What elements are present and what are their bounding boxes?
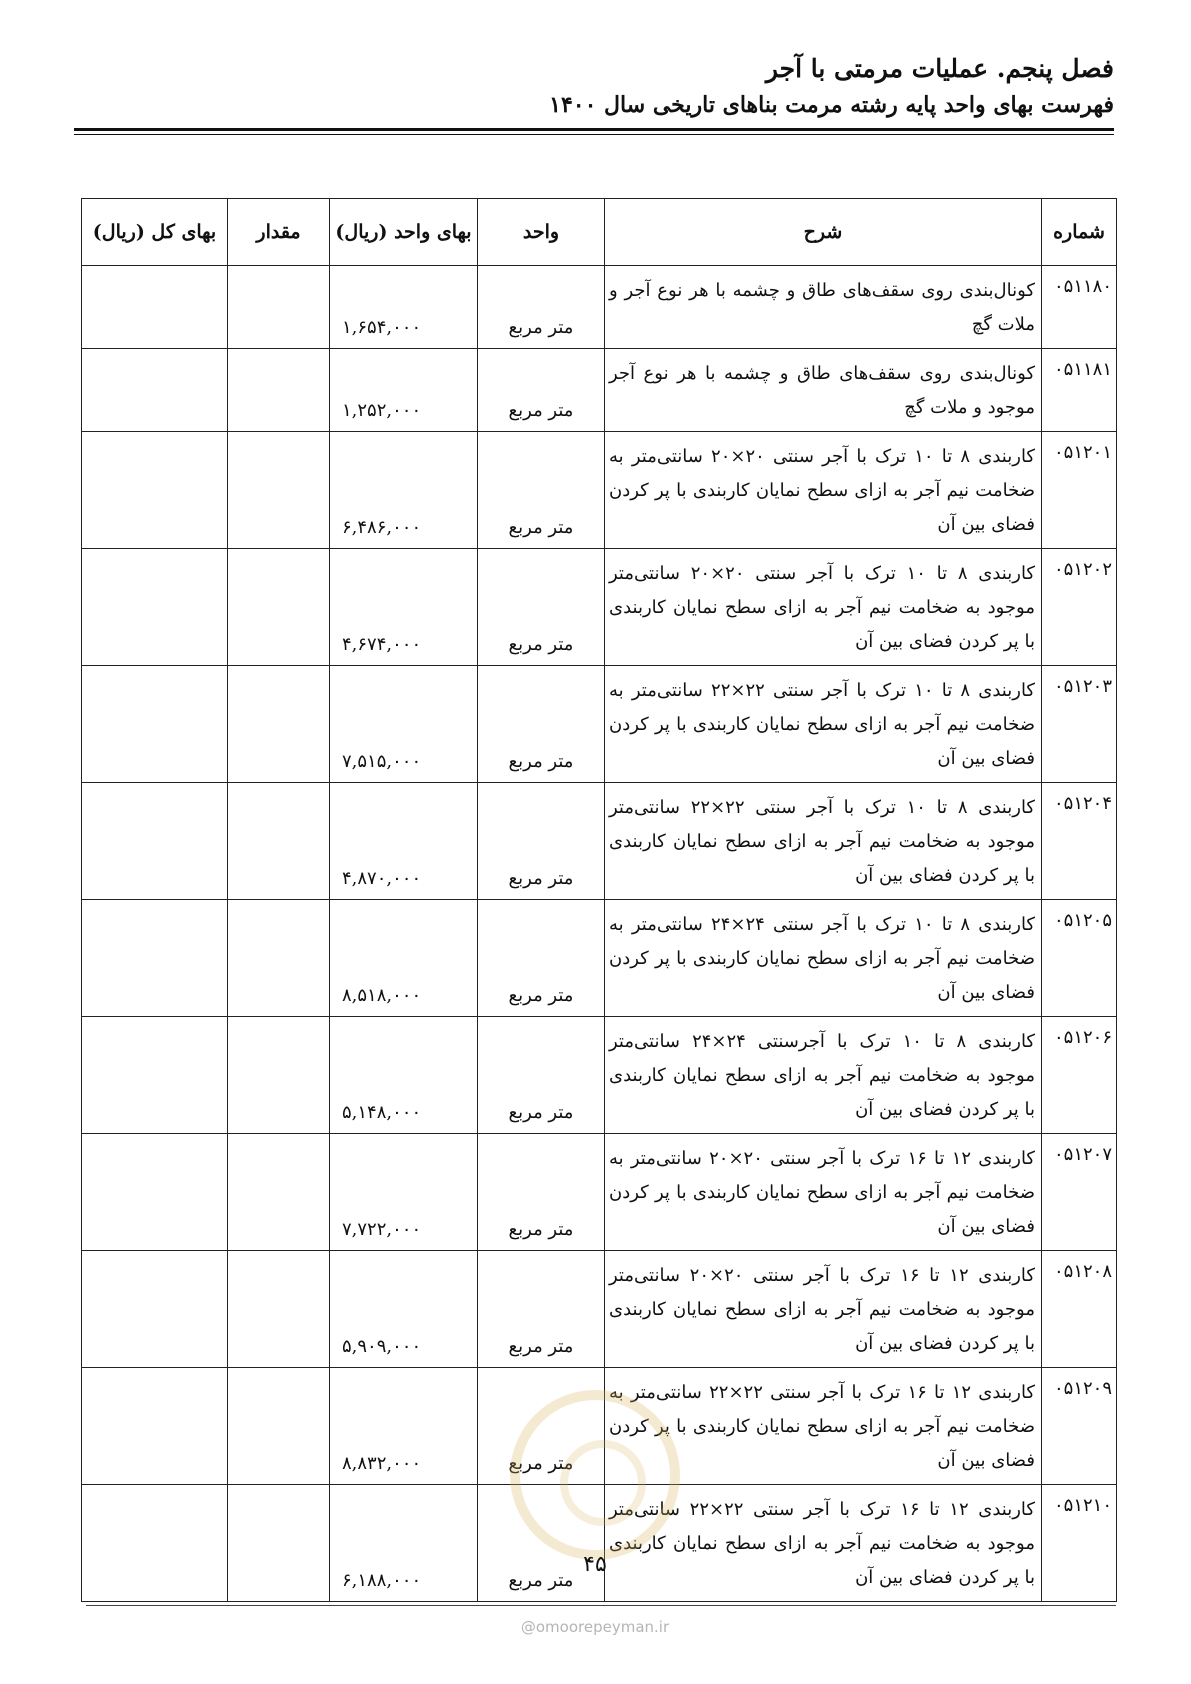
- table-header-row: [82, 199, 1117, 266]
- item-description: کاربندی ۸ تا ۱۰ ترک با آجر سنتی ۲۰×۲۰ سانتی‌متر موجود به ضخامت نیم آجر به ازای سطح نمایان کاربندی با پر کردن فضای بین آن: [605, 549, 1042, 666]
- item-code: ۰۵۱۲۰۷: [1042, 1134, 1117, 1251]
- item-qty: [228, 666, 330, 783]
- website-watermark: @omoorepeyman.ir: [520, 1618, 670, 1636]
- item-code: ۰۵۱۲۰۴: [1042, 783, 1117, 900]
- table-row: [82, 1134, 1117, 1251]
- item-code: ۰۵۱۱۸۰: [1042, 266, 1117, 349]
- item-description: کاربندی ۸ تا ۱۰ ترک با آجر سنتی ۲۲×۲۲ سانتی‌متر به ضخامت نیم آجر به ازای سطح نمایان کاربندی با پر کردن فضای بین آن: [605, 666, 1042, 783]
- item-unit-price: ۸,۵۱۸,۰۰۰: [330, 900, 478, 1017]
- table-row: [82, 432, 1117, 549]
- item-description: کاربندی ۸ تا ۱۰ ترک با آجرسنتی ۲۴×۲۴ سانتی‌متر موجود به ضخامت نیم آجر به ازای سطح نمایان کاربندی با پر کردن فضای بین آن: [605, 1017, 1042, 1134]
- item-unit: متر مربع: [478, 432, 605, 549]
- item-unit-price: ۱,۶۵۴,۰۰۰: [330, 266, 478, 349]
- table-row: [82, 666, 1117, 783]
- item-unit-price: ۱,۲۵۲,۰۰۰: [330, 349, 478, 432]
- item-qty: [228, 549, 330, 666]
- item-unit: متر مربع: [478, 666, 605, 783]
- col-header-unit: واحد: [478, 199, 605, 266]
- item-description: کاربندی ۸ تا ۱۰ ترک با آجر سنتی ۲۴×۲۴ سانتی‌متر به ضخامت نیم آجر به ازای سطح نمایان کاربندی با پر کردن فضای بین آن: [605, 900, 1042, 1017]
- item-qty: [228, 1251, 330, 1368]
- item-unit-price: ۶,۴۸۶,۰۰۰: [330, 432, 478, 549]
- chapter-title: فصل پنجم. عملیات مرمتی با آجر: [765, 54, 1114, 83]
- item-code: ۰۵۱۲۰۶: [1042, 1017, 1117, 1134]
- item-unit-price: ۸,۸۳۲,۰۰۰: [330, 1368, 478, 1485]
- table-row: [82, 1017, 1117, 1134]
- item-description: کاربندی ۱۲ تا ۱۶ ترک با آجر سنتی ۲۲×۲۲ سانتی‌متر به ضخامت نیم آجر به ازای سطح نمایان کاربندی با پر کردن فضای بین آن: [605, 1368, 1042, 1485]
- table-row: [82, 266, 1117, 349]
- item-code: ۰۵۱۲۰۸: [1042, 1251, 1117, 1368]
- table-row: [82, 900, 1117, 1017]
- item-total: [82, 1368, 228, 1485]
- header-rule-thick: [74, 128, 1114, 131]
- footer-rule: [86, 1605, 1116, 1606]
- item-total: [82, 900, 228, 1017]
- header-rule-thin: [74, 134, 1114, 135]
- item-total: [82, 349, 228, 432]
- item-total: [82, 266, 228, 349]
- item-code: ۰۵۱۲۱۰: [1042, 1485, 1117, 1602]
- item-description: کاربندی ۸ تا ۱۰ ترک با آجر سنتی ۲۰×۲۰ سانتی‌متر به ضخامت نیم آجر به ازای سطح نمایان کاربندی با پر کردن فضای بین آن: [605, 432, 1042, 549]
- item-unit-price: ۴,۸۷۰,۰۰۰: [330, 783, 478, 900]
- item-code: ۰۵۱۲۰۲: [1042, 549, 1117, 666]
- item-unit: متر مربع: [478, 1368, 605, 1485]
- item-description: کونال‌بندی روی سقف‌های طاق و چشمه با هر نوع آجر موجود و ملات گچ: [605, 349, 1042, 432]
- item-unit: متر مربع: [478, 1485, 605, 1602]
- col-header-qty: مقدار: [228, 199, 330, 266]
- col-header-unit-price: بهای واحد (ریال): [330, 199, 478, 266]
- item-qty: [228, 1134, 330, 1251]
- item-description: کاربندی ۱۲ تا ۱۶ ترک با آجر سنتی ۲۰×۲۰ سانتی‌متر موجود به ضخامت نیم آجر به ازای سطح نمایان کاربندی با پر کردن فضای بین آن: [605, 1251, 1042, 1368]
- item-unit: متر مربع: [478, 783, 605, 900]
- item-unit-price: ۷,۷۲۲,۰۰۰: [330, 1134, 478, 1251]
- page-header: [74, 50, 1114, 122]
- item-unit: متر مربع: [478, 900, 605, 1017]
- item-unit: متر مربع: [478, 1251, 605, 1368]
- item-unit-price: ۵,۹۰۹,۰۰۰: [330, 1251, 478, 1368]
- item-qty: [228, 266, 330, 349]
- item-unit: متر مربع: [478, 549, 605, 666]
- item-total: [82, 783, 228, 900]
- item-total: [82, 432, 228, 549]
- item-unit-price: ۶,۱۸۸,۰۰۰: [330, 1485, 478, 1602]
- item-unit: متر مربع: [478, 1134, 605, 1251]
- item-unit-price: ۵,۱۴۸,۰۰۰: [330, 1017, 478, 1134]
- table-row: [82, 549, 1117, 666]
- item-qty: [228, 1368, 330, 1485]
- item-unit-price: ۷,۵۱۵,۰۰۰: [330, 666, 478, 783]
- document-subtitle: فهرست بهای واحد پایه رشته مرمت بناهای تاریخی سال ۱۴۰۰: [549, 92, 1114, 118]
- item-total: [82, 1017, 228, 1134]
- item-code: ۰۵۱۲۰۱: [1042, 432, 1117, 549]
- item-unit-price: ۴,۶۷۴,۰۰۰: [330, 549, 478, 666]
- item-code: ۰۵۱۲۰۳: [1042, 666, 1117, 783]
- item-unit: متر مربع: [478, 1017, 605, 1134]
- col-header-total: بهای کل (ریال): [82, 199, 228, 266]
- watermark-seal: [510, 1390, 680, 1560]
- item-description: کونال‌بندی روی سقف‌های طاق و چشمه با هر نوع آجر و ملات گچ: [605, 266, 1042, 349]
- item-total: [82, 1251, 228, 1368]
- table-row: [82, 349, 1117, 432]
- item-total: [82, 1134, 228, 1251]
- item-unit: متر مربع: [478, 349, 605, 432]
- item-description: کاربندی ۸ تا ۱۰ ترک با آجر سنتی ۲۲×۲۲ سانتی‌متر موجود به ضخامت نیم آجر به ازای سطح نمایان کاربندی با پر کردن فضای بین آن: [605, 783, 1042, 900]
- table-row: [82, 783, 1117, 900]
- col-header-desc: شرح: [605, 199, 1042, 266]
- col-header-code: شماره: [1042, 199, 1117, 266]
- item-code: ۰۵۱۱۸۱: [1042, 349, 1117, 432]
- table-row: [82, 1251, 1117, 1368]
- item-qty: [228, 783, 330, 900]
- item-code: ۰۵۱۲۰۵: [1042, 900, 1117, 1017]
- page-number: ۴۵: [583, 1552, 607, 1577]
- item-code: ۰۵۱۲۰۹: [1042, 1368, 1117, 1485]
- item-total: [82, 666, 228, 783]
- item-qty: [228, 432, 330, 549]
- item-unit: متر مربع: [478, 266, 605, 349]
- item-description: کاربندی ۱۲ تا ۱۶ ترک با آجر سنتی ۲۲×۲۲ سانتی‌متر موجود به ضخامت نیم آجر به ازای سطح نمایان کاربندی با پر کردن فضای بین آن: [605, 1485, 1042, 1602]
- item-qty: [228, 1017, 330, 1134]
- item-description: کاربندی ۱۲ تا ۱۶ ترک با آجر سنتی ۲۰×۲۰ سانتی‌متر به ضخامت نیم آجر به ازای سطح نمایان کاربندی با پر کردن فضای بین آن: [605, 1134, 1042, 1251]
- item-total: [82, 1485, 228, 1602]
- item-qty: [228, 900, 330, 1017]
- item-qty: [228, 349, 330, 432]
- item-qty: [228, 1485, 330, 1602]
- item-total: [82, 549, 228, 666]
